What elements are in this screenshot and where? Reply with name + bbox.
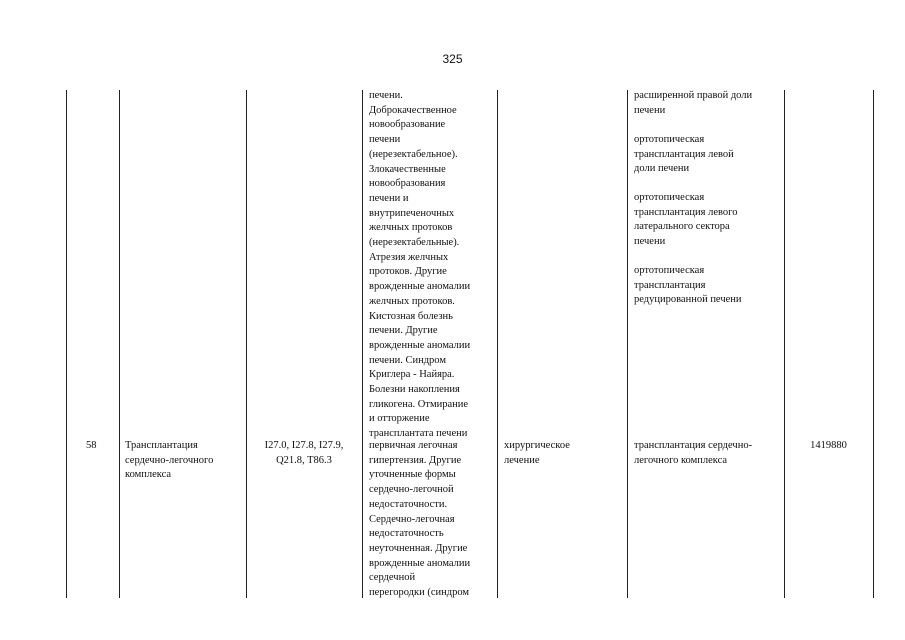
row-treatment: хирургическое лечение bbox=[504, 440, 570, 466]
method-continuation-3: ортотопическая трансплантация левого латерального сектора печени bbox=[634, 192, 738, 248]
column-divider bbox=[119, 90, 120, 598]
diagnosis-line: Кистозная болезнь bbox=[369, 310, 453, 322]
column-divider bbox=[497, 90, 498, 598]
row-method: трансплантация сердечно- легочного комплекса bbox=[634, 440, 753, 466]
diagnosis-line: печени bbox=[369, 134, 401, 146]
column-divider bbox=[362, 90, 363, 598]
diagnosis-line: сердечной bbox=[369, 572, 416, 584]
diagnosis-line: Криглера - Найяра. bbox=[369, 369, 455, 381]
row-cost: 1419880 bbox=[810, 440, 847, 451]
diagnosis-line: желчных протоков bbox=[369, 222, 453, 234]
diagnosis-line: печени. Другие bbox=[369, 325, 438, 337]
diagnosis-line: врожденные аномалии bbox=[369, 281, 471, 293]
table-border-left bbox=[66, 90, 67, 598]
method-continuation-2: ортотопическая трансплантация левой доли печени bbox=[634, 134, 734, 175]
diagnosis-line: перегородки (синдром bbox=[369, 587, 470, 598]
diagnosis-line: протоков. Другие bbox=[369, 266, 447, 278]
table-border-right bbox=[873, 90, 874, 598]
diagnosis-line: недостаточность bbox=[369, 528, 444, 540]
row-codes: I27.0, I27.8, I27.9, Q21.8, T86.3 bbox=[264, 440, 344, 466]
diagnosis-line: новообразования bbox=[369, 178, 446, 190]
diagnosis-line: недостаточности. bbox=[369, 498, 448, 510]
diagnosis-line: неуточненная. Другие bbox=[369, 542, 468, 554]
diagnosis-line: Атрезия желчных bbox=[369, 251, 449, 263]
diagnosis-line: трансплантата печени bbox=[369, 428, 468, 440]
diagnosis-line: Болезни накопления bbox=[369, 384, 460, 395]
diagnosis-line: врожденные аномалии bbox=[369, 557, 471, 569]
diagnosis-line: врожденные аномалии bbox=[369, 339, 471, 351]
diagnosis-line: внутрипеченочных bbox=[369, 207, 455, 219]
page-number: 325 bbox=[442, 52, 463, 66]
diagnosis-line: гликогена. Отмирание bbox=[369, 398, 469, 410]
diagnosis-line: (нерезектабельные). bbox=[369, 237, 460, 248]
diagnosis-line: сердечно-легочной bbox=[369, 484, 454, 496]
diagnosis-line: уточненные формы bbox=[369, 469, 456, 481]
column-divider bbox=[246, 90, 247, 598]
column-divider bbox=[627, 90, 628, 598]
diagnosis-line: и отторжение bbox=[369, 413, 430, 425]
row-number: 58 bbox=[86, 440, 97, 451]
column-divider bbox=[784, 90, 785, 598]
diagnosis-line: Доброкачественное bbox=[369, 104, 457, 116]
diagnosis-line: Злокачественные bbox=[369, 163, 446, 175]
diagnosis-line: Сердечно-легочная bbox=[369, 513, 455, 525]
diagnosis-line: печени и bbox=[369, 192, 409, 204]
method-continuation-4: ортотопическая трансплантация редуцированной печени bbox=[634, 265, 742, 306]
diagnosis-line: гипертензия. Другие bbox=[369, 454, 462, 466]
diagnosis-line: (нерезектабельное). bbox=[369, 148, 458, 160]
diagnosis-line: новообразование bbox=[369, 119, 446, 131]
diagnosis-line: печени. Синдром bbox=[369, 354, 446, 366]
diagnosis-line: первичная легочная bbox=[369, 440, 458, 451]
diagnosis-line: желчных протоков. bbox=[369, 295, 455, 307]
row-name: Трансплантация сердечно-легочного комплекса bbox=[125, 440, 214, 481]
method-continuation-1: расширенной правой доли печени bbox=[634, 90, 753, 116]
diagnosis-line: печени. bbox=[369, 90, 403, 101]
